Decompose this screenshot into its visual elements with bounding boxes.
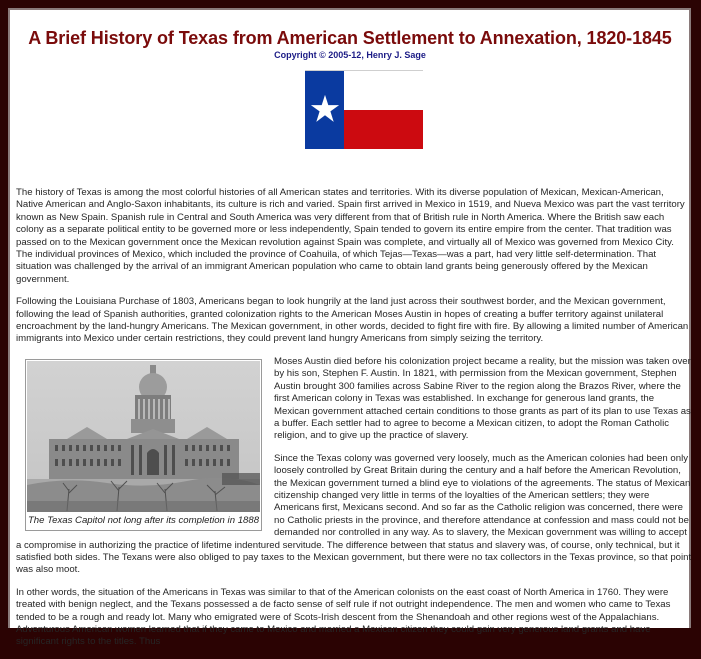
paragraph-loose-governance: Since the Texas colony was governed very loosely, much as the American colonies had been only loosely controlled by Great Britain during the century and a half before the American Revolution, the Mexican government turned a blind eye to violations of the agreements. The status of Mexican citizenship changed very little in terms of the loyalties of the American settlers; they were Americans first, Mexicans second. And so far as the Catholic religion was concerned, there were no Catholic priests in the province, and therefore attendance at confession and mass could not be demanded nor controlled in any way. As to slavery, the Mexican government was willing to accept a compromise in authorizing the practice of lifetime indentured servitude. The difference between that status and slavery was, of course, only technical, but it satisfied both sides. The Texans were also obliged to pay taxes to the Mexican government, but there were no tax collectors in the Texas province, so that point was also moot. <box>16 452 692 576</box>
capitol-figure <box>25 359 262 531</box>
paragraph-benign-neglect: In other words, the situation of the Americans in Texas was similar to that of the American colonists on the east coast of North America in 1760. They were treated with benign neglect, and the Texans possessed a de facto sense of self rule if not outright independence. The men and women who came to Texas tended to be a rough and ready lot. Many who emigrated were of Scots-Irish descent from the Shenandoah and other regions west of the Appalachians. Adventurous American women learned that if they came to Mexico and married a Mexican citizen they could gain very generous land grants and have significant rights to the titles. Thus <box>16 586 671 648</box>
flag-white-stripe <box>344 71 423 110</box>
figure-caption: The Texas Capitol not long after its completion in 1888 <box>27 514 260 526</box>
flag-red-stripe <box>344 110 423 149</box>
page-frame <box>8 8 692 648</box>
paragraph-louisiana-purchase: Following the Louisiana Purchase of 1803, Americans began to look hungrily at the land just across their southwest border, and the Mexican government, following the lead of Spanish authorities, granted colonization rights to the American Moses Austin in hopes of creating a buffer territory against unilateral encroachment by the land-hungry Americans. The Mexican government, in other words, decided to fight fire with fire. By allowing a limited number of American immigrants into Mexico under certain restrictions, they could prevent land hungry Americans from simply seizing the territory. <box>16 296 689 345</box>
article-body <box>16 187 692 659</box>
capitol-building-illustration <box>27 361 260 512</box>
lone-star-icon <box>310 94 340 124</box>
texas-flag-image <box>305 70 423 149</box>
copyright-notice: Copyright © 2005-12, Henry J. Sage <box>274 50 426 60</box>
page-title: A Brief History of Texas from American Settlement to Annexation, 1820-1845 <box>28 28 672 48</box>
texas-capitol-photo <box>27 361 260 512</box>
paragraph-intro: The history of Texas is among the most colorful histories of all American states and territories. With its diverse population of Mexican, Mexican-American, Native American and Anglo-Saxon inhabitants, its culture is rich and varied. Spain first arrived in Mexico in 1519, and Nueva Mexico was part the vast territory known as New Spain. Spanish rule in Central and South America was very different from that of British rule in North America. Where the British saw each colony as a separate political entity to be governed more or less independently, Spain tended to govern its entire empire from the center. That tradition was passed on to the Mexican government once the Mexican revolution against Spain was complete, and virtually all of Mexico was governed from Mexico City. The individual provinces of Mexico, which included the province of Coahuila, of which Tejas—Texas—was a part, had very little self-determination. That situation was challenged by the arrival of an immigrant American population who came to obtain land grants being generously offered by the Mexican government. <box>16 187 685 285</box>
content-area <box>14 10 692 648</box>
paragraph-moses-austin: Moses Austin died before his colonization project became a reality, but the mission was taken over by his son, Stephen F. Austin. In 1821, with permission from the Mexican government, Stephen Austin brought 300 families across Sabine River to the region along the Brazos River, where the first American colony in Texas was established. In exchange for generous land grants, the Mexican government attached certain conditions to those grants as part of its plan to use Texas as a buffer. Each settler had to agree to become a Mexican citizen, to adopt the Roman Catholic religion, and to give up the practice of slavery. <box>274 355 691 442</box>
